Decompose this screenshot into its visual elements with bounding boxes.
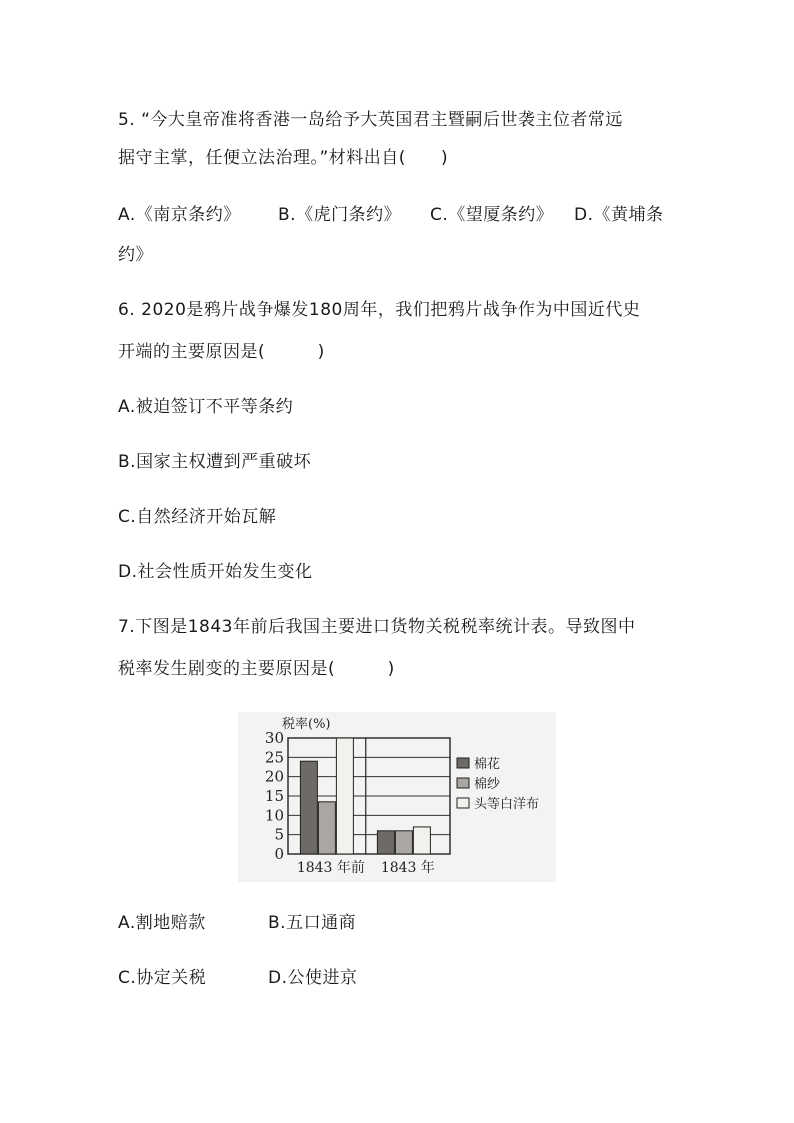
legend-swatch	[457, 798, 469, 808]
y-tick-label: 0	[274, 845, 284, 863]
bar-0-2	[336, 738, 353, 854]
y-tick-label: 25	[264, 748, 284, 767]
legend-label: 棉纱	[474, 777, 501, 792]
q7-stem-line2: 税率发生剧变的主要原因是( )	[118, 659, 395, 679]
y-tick-label: 30	[264, 729, 284, 747]
q5-option-a[interactable]: A.《南京条约》	[118, 205, 241, 225]
q6-stem-line2: 开端的主要原因是( )	[118, 342, 325, 362]
q6-option-d[interactable]: D.社会性质开始发生变化	[118, 562, 313, 582]
q5-option-d-cont: 约》	[118, 245, 153, 265]
q6-option-b[interactable]: B.国家主权遭到严重破坏	[118, 452, 312, 472]
y-axis-label: 税率(%)	[282, 717, 331, 732]
bar-1-2	[413, 827, 430, 854]
legend-label: 头等白洋布	[474, 797, 540, 812]
x-category-label: 1843 年	[380, 860, 435, 876]
q5-options	[118, 203, 678, 227]
bar-1-0	[377, 831, 394, 854]
y-tick-label: 15	[264, 787, 284, 805]
x-category-label: 1843 年前	[296, 860, 365, 876]
q6-option-a[interactable]: A.被迫签订不平等条约	[118, 397, 294, 417]
legend-swatch	[457, 778, 469, 788]
y-tick-label: 10	[264, 806, 284, 825]
q5-option-c[interactable]: C.《望厦条约》	[430, 205, 554, 225]
bar-0-0	[300, 761, 317, 854]
legend-label: 棉花	[474, 757, 501, 772]
q5-option-d[interactable]: D.《黄埔条	[574, 205, 664, 225]
q6-stem-line1: 6. 2020是鸦片战争爆发180周年，我们把鸦片战争作为中国近代史	[118, 300, 641, 320]
q7-option-b[interactable]: B.五口通商	[268, 913, 357, 933]
q7-option-d[interactable]: D.公使进京	[268, 968, 358, 988]
q7-options-row1	[118, 911, 678, 935]
q7-stem-line1: 7.下图是1843年前后我国主要进口货物关税税率统计表。导致图中	[118, 617, 636, 637]
q7-option-c[interactable]: C.协定关税	[118, 968, 207, 988]
y-tick-label: 5	[274, 825, 284, 844]
bar-1-1	[395, 831, 412, 854]
q7-option-a[interactable]: A.割地赔款	[118, 913, 206, 933]
q5-stem-line2: 据守主掌，任便立法治理。”材料出自( )	[118, 148, 449, 168]
legend-swatch	[457, 758, 469, 768]
bar-0-1	[318, 802, 335, 854]
q5-option-b[interactable]: B.《虎门条约》	[278, 205, 402, 225]
tariff-bar-chart	[238, 712, 556, 882]
tariff-chart-figure	[238, 712, 556, 882]
q5-stem-line1: 5. “今大皇帝准将香港一岛给予大英国君主暨嗣后世袭主位者常远	[118, 110, 623, 130]
q6-option-c[interactable]: C.自然经济开始瓦解	[118, 507, 277, 527]
q7-options-row2	[118, 966, 678, 990]
y-tick-label: 20	[264, 767, 284, 786]
